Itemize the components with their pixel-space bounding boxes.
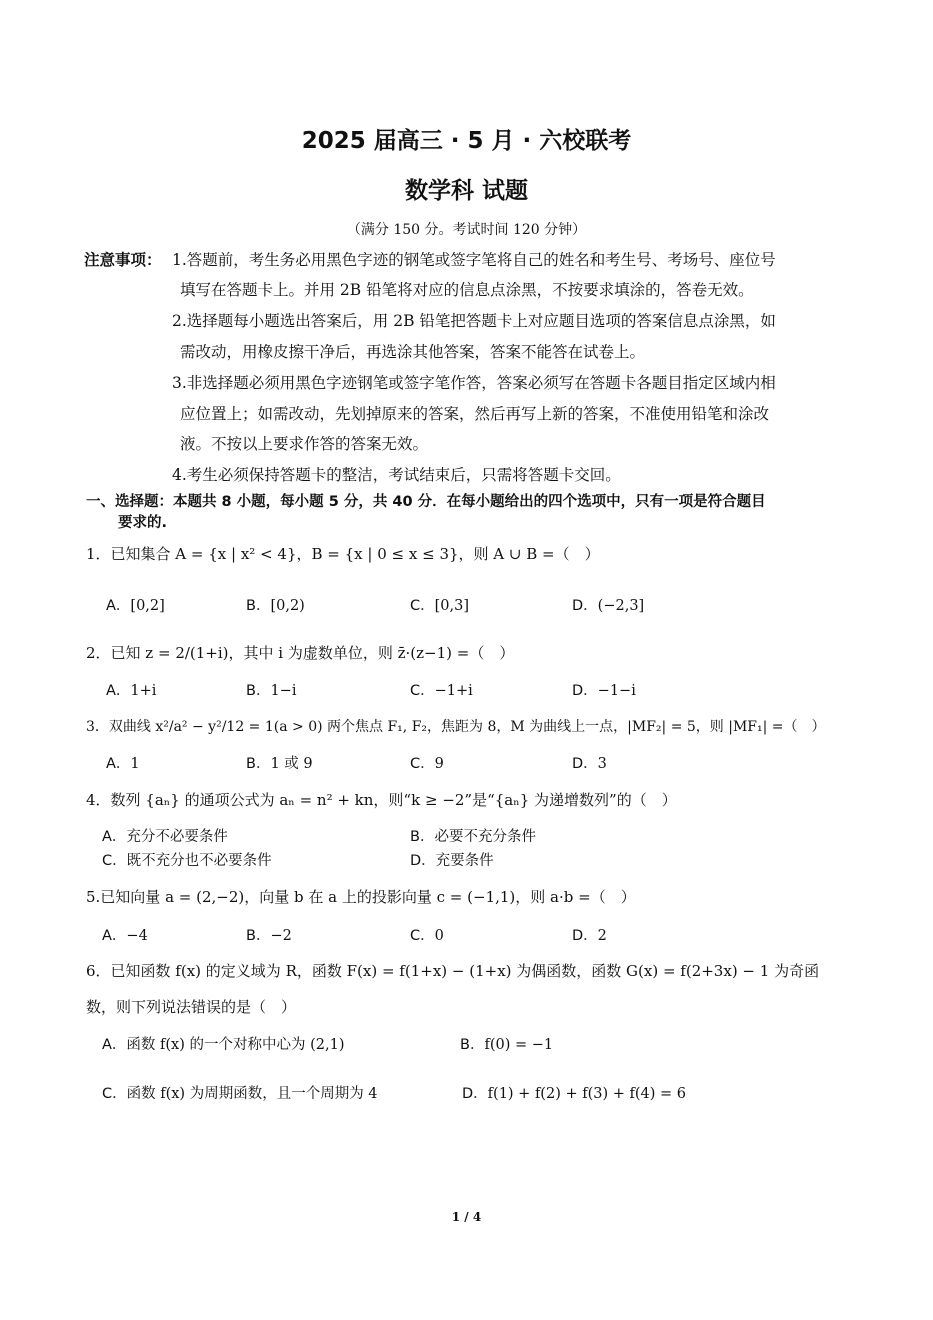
notice-line: 1.答题前，考生务必用黑色字迹的钢笔或签字笔将自己的姓名和考生号、考场号、座位号 — [172, 251, 776, 269]
question-6-option-a: A．函数 f(x) 的一个对称中心为 (2,1) — [102, 1037, 345, 1053]
question-5-option-d: D．2 — [572, 928, 607, 944]
notice-line: 2.选择题每小题选出答案后，用 2B 铅笔把答题卡上对应题目选项的答案信息点涂黑，如 — [172, 312, 776, 330]
notice-line: 3.非选择题必须用黑色字迹钢笔或签字笔作答，答案必须写在答题卡各题目指定区域内相 — [172, 374, 776, 392]
question-2-option-d: D．−1−i — [572, 683, 636, 699]
question-1-option-d: D．(−2,3] — [572, 598, 645, 614]
question-6-option-d: D．f(1) + f(2) + f(3) + f(4) = 6 — [462, 1086, 686, 1102]
question-6-option-c: C．函数 f(x) 为周期函数，且一个周期为 4 — [102, 1086, 378, 1102]
question-6-stem-cont: 数，则下列说法错误的是（ ） — [86, 998, 297, 1016]
notice-line: 需改动，用橡皮擦干净后，再选涂其他答案，答案不能答在试卷上。 — [180, 343, 646, 361]
question-4-option-a: A．充分不必要条件 — [102, 829, 228, 845]
notice-label: 注意事项： — [84, 250, 162, 269]
question-6-option-b: B．f(0) = −1 — [460, 1037, 554, 1053]
notice-line: 液。不按以上要求作答的答案无效。 — [180, 435, 429, 453]
question-1-option-a: A．[0,2] — [106, 598, 165, 614]
question-1-option-b: B．[0,2) — [246, 598, 305, 614]
question-5-option-c: C．0 — [410, 928, 444, 944]
question-4-option-b: B．必要不充分条件 — [410, 829, 536, 845]
question-1-option-c: C．[0,3] — [410, 598, 469, 614]
notice-line: 填写在答题卡上。并用 2B 铅笔将对应的信息点涂黑，不按要求填涂的，答卷无效。 — [180, 281, 754, 299]
question-4-option-d: D．充要条件 — [410, 853, 494, 869]
question-4-option-c: C．既不充分也不必要条件 — [102, 853, 272, 869]
section-heading: 一、选择题：本题共 8 小题，每小题 5 分，共 40 分．在每小题给出的四个选项中，只有一项是符合题目 — [86, 494, 766, 510]
question-2-stem: 2．已知 z = 2/(1+i)，其中 i 为虚数单位，则 z̄·(z−1) =（ ） — [86, 644, 515, 662]
section-heading-cont: 要求的. — [118, 515, 168, 531]
exam-subject: 数学科 试题 — [404, 178, 528, 204]
notice-line: 4.考生必须保持答题卡的整洁，考试结束后，只需将答题卡交回。 — [172, 466, 621, 484]
notice-line: 应位置上；如需改动，先划掉原来的答案，然后再写上新的答案，不准使用铅笔和涂改 — [180, 405, 770, 423]
question-3-stem: 3．双曲线 x²/a² − y²/12 = 1(a > 0) 两个焦点 F₁, F₂，焦距为 8，M 为曲线上一点，|MF₂| = 5，则 |MF₁| =（ ） — [86, 719, 826, 735]
question-2-option-a: A．1+i — [106, 683, 157, 699]
exam-title: 2025 届高三 · 5 月 · 六校联考 — [301, 128, 632, 154]
question-3-option-d: D．3 — [572, 756, 607, 772]
question-3-option-a: A．1 — [106, 756, 140, 772]
question-2-option-b: B．1−i — [246, 683, 297, 699]
question-5-stem: 5.已知向量 a = (2,−2)，向量 b 在 a 上的投影向量 c = (−1,1)，则 a·b =（ ） — [86, 888, 636, 906]
question-3-option-c: C．9 — [410, 756, 444, 772]
question-5-option-b: B．−2 — [246, 928, 292, 944]
exam-info: （满分 150 分。考试时间 120 分钟） — [346, 222, 587, 238]
question-5-option-a: A．−4 — [102, 928, 148, 944]
question-6-stem: 6．已知函数 f(x) 的定义域为 R，函数 F(x) = f(1+x) − (1+x) 为偶函数，函数 G(x) = f(2+3x) − 1 为奇函 — [86, 962, 820, 980]
question-2-option-c: C．−1+i — [410, 683, 473, 699]
question-3-option-b: B．1 或 9 — [246, 756, 313, 772]
question-4-stem: 4．数列 {aₙ} 的通项公式为 aₙ = n² + kn，则“k ≥ −2”是“{aₙ} 为递增数列”的（ ） — [86, 791, 677, 809]
question-1-stem: 1．已知集合 A = {x | x² < 4}，B = {x | 0 ≤ x ≤ 3}，则 A ∪ B =（ ） — [86, 545, 600, 563]
page-number: 1 / 4 — [451, 1210, 482, 1224]
